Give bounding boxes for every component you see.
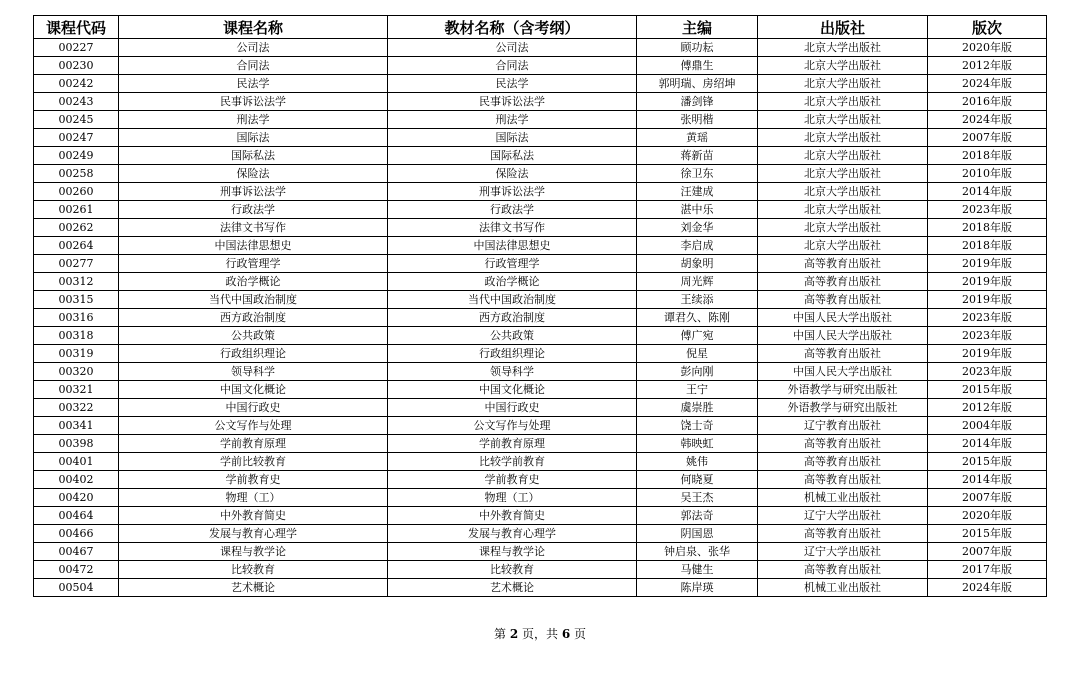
edition-cell: 2023年版 (928, 327, 1047, 345)
course-name-cell: 公司法 (119, 39, 388, 57)
table-row (34, 291, 1047, 309)
course-code-cell: 00247 (34, 129, 119, 147)
table-row (34, 507, 1047, 525)
editor-cell: 黄瑶 (637, 129, 758, 147)
publisher-cell: 北京大学出版社 (758, 219, 928, 237)
table-row (34, 435, 1047, 453)
course-code-cell: 00322 (34, 399, 119, 417)
publisher-cell: 北京大学出版社 (758, 75, 928, 93)
course-name-cell: 公共政策 (119, 327, 388, 345)
editor-cell: 姚伟 (637, 453, 758, 471)
textbook-name-cell: 行政法学 (388, 201, 637, 219)
edition-cell: 2023年版 (928, 309, 1047, 327)
course-name-cell: 民法学 (119, 75, 388, 93)
total-page-number: 6 (561, 627, 571, 641)
textbook-table-container (33, 15, 1046, 597)
publisher-cell: 北京大学出版社 (758, 201, 928, 219)
textbook-name-cell: 比较学前教育 (388, 453, 637, 471)
edition-cell: 2016年版 (928, 93, 1047, 111)
course-code-cell: 00320 (34, 363, 119, 381)
course-code-cell: 00466 (34, 525, 119, 543)
textbook-name-cell: 合同法 (388, 57, 637, 75)
course-code-cell: 00249 (34, 147, 119, 165)
course-name-cell: 物理（工） (119, 489, 388, 507)
course-name-cell: 领导科学 (119, 363, 388, 381)
edition-cell: 2018年版 (928, 219, 1047, 237)
publisher-cell: 北京大学出版社 (758, 147, 928, 165)
course-name-cell: 行政法学 (119, 201, 388, 219)
course-code-cell: 00341 (34, 417, 119, 435)
table-row (34, 111, 1047, 129)
editor-cell: 胡象明 (637, 255, 758, 273)
publisher-cell: 高等教育出版社 (758, 291, 928, 309)
course-code-cell: 00258 (34, 165, 119, 183)
course-code-cell: 00227 (34, 39, 119, 57)
course-code-cell: 00242 (34, 75, 119, 93)
course-name-cell: 学前比较教育 (119, 453, 388, 471)
footer-prefix: 第 (493, 627, 510, 641)
course-code-cell: 00321 (34, 381, 119, 399)
edition-cell: 2015年版 (928, 525, 1047, 543)
editor-cell: 蒋新苗 (637, 147, 758, 165)
course-name-cell: 国际私法 (119, 147, 388, 165)
edition-cell: 2023年版 (928, 201, 1047, 219)
course-name-cell: 中国法律思想史 (119, 237, 388, 255)
editor-cell: 吴王杰 (637, 489, 758, 507)
table-row (34, 561, 1047, 579)
edition-cell: 2012年版 (928, 399, 1047, 417)
table-row (34, 39, 1047, 57)
table-row (34, 93, 1047, 111)
course-name-cell: 刑事诉讼法学 (119, 183, 388, 201)
table-row (34, 237, 1047, 255)
textbook-table (33, 15, 1047, 597)
publisher-cell: 外语教学与研究出版社 (758, 381, 928, 399)
publisher-cell: 北京大学出版社 (758, 93, 928, 111)
table-row (34, 471, 1047, 489)
textbook-name-cell: 艺术概论 (388, 579, 637, 597)
editor-cell: 王续添 (637, 291, 758, 309)
edition-cell: 2014年版 (928, 183, 1047, 201)
header-publisher: 出版社 (758, 16, 928, 39)
textbook-name-cell: 中国行政史 (388, 399, 637, 417)
table-row (34, 129, 1047, 147)
edition-cell: 2023年版 (928, 363, 1047, 381)
textbook-name-cell: 保险法 (388, 165, 637, 183)
table-row (34, 183, 1047, 201)
course-code-cell: 00398 (34, 435, 119, 453)
footer-suffix: 页 (570, 627, 586, 641)
publisher-cell: 北京大学出版社 (758, 237, 928, 255)
publisher-cell: 高等教育出版社 (758, 273, 928, 291)
edition-cell: 2014年版 (928, 471, 1047, 489)
edition-cell: 2017年版 (928, 561, 1047, 579)
editor-cell: 顾功耘 (637, 39, 758, 57)
table-row (34, 489, 1047, 507)
course-code-cell: 00277 (34, 255, 119, 273)
table-header-row (34, 16, 1047, 39)
textbook-name-cell: 行政组织理论 (388, 345, 637, 363)
course-code-cell: 00504 (34, 579, 119, 597)
table-row (34, 381, 1047, 399)
publisher-cell: 北京大学出版社 (758, 165, 928, 183)
publisher-cell: 中国人民大学出版社 (758, 327, 928, 345)
course-name-cell: 西方政治制度 (119, 309, 388, 327)
publisher-cell: 北京大学出版社 (758, 111, 928, 129)
textbook-name-cell: 刑事诉讼法学 (388, 183, 637, 201)
course-code-cell: 00245 (34, 111, 119, 129)
course-name-cell: 国际法 (119, 129, 388, 147)
textbook-name-cell: 比较教育 (388, 561, 637, 579)
course-code-cell: 00319 (34, 345, 119, 363)
course-name-cell: 法律文书写作 (119, 219, 388, 237)
edition-cell: 2024年版 (928, 75, 1047, 93)
edition-cell: 2015年版 (928, 453, 1047, 471)
table-row (34, 417, 1047, 435)
table-row (34, 399, 1047, 417)
edition-cell: 2020年版 (928, 507, 1047, 525)
table-row (34, 363, 1047, 381)
table-row (34, 309, 1047, 327)
edition-cell: 2007年版 (928, 489, 1047, 507)
table-row (34, 201, 1047, 219)
edition-cell: 2024年版 (928, 579, 1047, 597)
course-name-cell: 行政组织理论 (119, 345, 388, 363)
editor-cell: 徐卫东 (637, 165, 758, 183)
course-name-cell: 中国文化概论 (119, 381, 388, 399)
editor-cell: 潘剑锋 (637, 93, 758, 111)
publisher-cell: 高等教育出版社 (758, 255, 928, 273)
textbook-name-cell: 西方政治制度 (388, 309, 637, 327)
editor-cell: 傅鼎生 (637, 57, 758, 75)
editor-cell: 王宁 (637, 381, 758, 399)
table-row (34, 75, 1047, 93)
editor-cell: 彭向刚 (637, 363, 758, 381)
table-row (34, 219, 1047, 237)
course-code-cell: 00312 (34, 273, 119, 291)
textbook-name-cell: 公共政策 (388, 327, 637, 345)
publisher-cell: 北京大学出版社 (758, 39, 928, 57)
course-code-cell: 00264 (34, 237, 119, 255)
publisher-cell: 高等教育出版社 (758, 525, 928, 543)
edition-cell: 2019年版 (928, 273, 1047, 291)
publisher-cell: 高等教育出版社 (758, 345, 928, 363)
editor-cell: 李启成 (637, 237, 758, 255)
publisher-cell: 中国人民大学出版社 (758, 309, 928, 327)
course-code-cell: 00318 (34, 327, 119, 345)
editor-cell: 钟启泉、张华 (637, 543, 758, 561)
publisher-cell: 辽宁大学出版社 (758, 543, 928, 561)
editor-cell: 傅广宛 (637, 327, 758, 345)
course-code-cell: 00243 (34, 93, 119, 111)
course-name-cell: 保险法 (119, 165, 388, 183)
table-row (34, 543, 1047, 561)
editor-cell: 陈岸瑛 (637, 579, 758, 597)
edition-cell: 2018年版 (928, 237, 1047, 255)
table-body (34, 39, 1047, 597)
course-code-cell: 00262 (34, 219, 119, 237)
course-code-cell: 00401 (34, 453, 119, 471)
publisher-cell: 北京大学出版社 (758, 57, 928, 75)
publisher-cell: 北京大学出版社 (758, 183, 928, 201)
course-code-cell: 00472 (34, 561, 119, 579)
course-name-cell: 课程与教学论 (119, 543, 388, 561)
textbook-name-cell: 发展与教育心理学 (388, 525, 637, 543)
textbook-name-cell: 物理（工） (388, 489, 637, 507)
table-row (34, 453, 1047, 471)
footer-middle: 页，共 (518, 627, 562, 641)
textbook-name-cell: 学前教育原理 (388, 435, 637, 453)
course-code-cell: 00316 (34, 309, 119, 327)
course-code-cell: 00402 (34, 471, 119, 489)
textbook-name-cell: 中国法律思想史 (388, 237, 637, 255)
publisher-cell: 中国人民大学出版社 (758, 363, 928, 381)
editor-cell: 郭明瑞、房绍坤 (637, 75, 758, 93)
textbook-name-cell: 中国文化概论 (388, 381, 637, 399)
textbook-name-cell: 领导科学 (388, 363, 637, 381)
course-name-cell: 发展与教育心理学 (119, 525, 388, 543)
publisher-cell: 高等教育出版社 (758, 561, 928, 579)
table-row (34, 327, 1047, 345)
editor-cell: 汪建成 (637, 183, 758, 201)
textbook-name-cell: 国际法 (388, 129, 637, 147)
header-course-name: 课程名称 (119, 16, 388, 39)
course-code-cell: 00261 (34, 201, 119, 219)
editor-cell: 刘金华 (637, 219, 758, 237)
header-textbook-name: 教材名称（含考纲） (388, 16, 637, 39)
course-code-cell: 00467 (34, 543, 119, 561)
edition-cell: 2007年版 (928, 129, 1047, 147)
edition-cell: 2014年版 (928, 435, 1047, 453)
publisher-cell: 高等教育出版社 (758, 471, 928, 489)
edition-cell: 2019年版 (928, 255, 1047, 273)
table-row (34, 345, 1047, 363)
textbook-name-cell: 公司法 (388, 39, 637, 57)
publisher-cell: 辽宁教育出版社 (758, 417, 928, 435)
edition-cell: 2020年版 (928, 39, 1047, 57)
course-name-cell: 学前教育原理 (119, 435, 388, 453)
course-name-cell: 政治学概论 (119, 273, 388, 291)
current-page-number: 2 (509, 627, 519, 641)
edition-cell: 2004年版 (928, 417, 1047, 435)
edition-cell: 2019年版 (928, 291, 1047, 309)
course-name-cell: 中外教育简史 (119, 507, 388, 525)
publisher-cell: 高等教育出版社 (758, 435, 928, 453)
table-row (34, 525, 1047, 543)
editor-cell: 倪星 (637, 345, 758, 363)
course-name-cell: 刑法学 (119, 111, 388, 129)
editor-cell: 何晓夏 (637, 471, 758, 489)
textbook-name-cell: 政治学概论 (388, 273, 637, 291)
course-name-cell: 公文写作与处理 (119, 417, 388, 435)
header-edition: 版次 (928, 16, 1047, 39)
edition-cell: 2024年版 (928, 111, 1047, 129)
editor-cell: 张明楷 (637, 111, 758, 129)
editor-cell: 谭君久、陈刚 (637, 309, 758, 327)
textbook-name-cell: 当代中国政治制度 (388, 291, 637, 309)
course-code-cell: 00420 (34, 489, 119, 507)
textbook-name-cell: 民事诉讼法学 (388, 93, 637, 111)
publisher-cell: 外语教学与研究出版社 (758, 399, 928, 417)
edition-cell: 2012年版 (928, 57, 1047, 75)
course-code-cell: 00260 (34, 183, 119, 201)
textbook-name-cell: 民法学 (388, 75, 637, 93)
editor-cell: 阴国恩 (637, 525, 758, 543)
table-row (34, 255, 1047, 273)
publisher-cell: 机械工业出版社 (758, 489, 928, 507)
publisher-cell: 北京大学出版社 (758, 129, 928, 147)
header-editor: 主编 (637, 16, 758, 39)
edition-cell: 2007年版 (928, 543, 1047, 561)
course-name-cell: 中国行政史 (119, 399, 388, 417)
textbook-name-cell: 法律文书写作 (388, 219, 637, 237)
edition-cell: 2015年版 (928, 381, 1047, 399)
course-code-cell: 00315 (34, 291, 119, 309)
course-name-cell: 艺术概论 (119, 579, 388, 597)
edition-cell: 2018年版 (928, 147, 1047, 165)
textbook-name-cell: 课程与教学论 (388, 543, 637, 561)
textbook-name-cell: 学前教育史 (388, 471, 637, 489)
editor-cell: 马健生 (637, 561, 758, 579)
course-code-cell: 00230 (34, 57, 119, 75)
textbook-name-cell: 公文写作与处理 (388, 417, 637, 435)
editor-cell: 饶士奇 (637, 417, 758, 435)
course-name-cell: 比较教育 (119, 561, 388, 579)
publisher-cell: 机械工业出版社 (758, 579, 928, 597)
page-footer (0, 625, 1080, 642)
table-row (34, 57, 1047, 75)
edition-cell: 2019年版 (928, 345, 1047, 363)
course-name-cell: 行政管理学 (119, 255, 388, 273)
editor-cell: 湛中乐 (637, 201, 758, 219)
textbook-name-cell: 国际私法 (388, 147, 637, 165)
editor-cell: 周光辉 (637, 273, 758, 291)
table-row (34, 165, 1047, 183)
course-name-cell: 民事诉讼法学 (119, 93, 388, 111)
header-course-code: 课程代码 (34, 16, 119, 39)
textbook-name-cell: 行政管理学 (388, 255, 637, 273)
table-row (34, 579, 1047, 597)
editor-cell: 虞崇胜 (637, 399, 758, 417)
publisher-cell: 高等教育出版社 (758, 453, 928, 471)
course-name-cell: 合同法 (119, 57, 388, 75)
publisher-cell: 辽宁大学出版社 (758, 507, 928, 525)
table-row (34, 273, 1047, 291)
table-row (34, 147, 1047, 165)
course-code-cell: 00464 (34, 507, 119, 525)
editor-cell: 郭法奇 (637, 507, 758, 525)
editor-cell: 韩映虹 (637, 435, 758, 453)
course-name-cell: 学前教育史 (119, 471, 388, 489)
textbook-name-cell: 中外教育简史 (388, 507, 637, 525)
course-name-cell: 当代中国政治制度 (119, 291, 388, 309)
edition-cell: 2010年版 (928, 165, 1047, 183)
textbook-name-cell: 刑法学 (388, 111, 637, 129)
